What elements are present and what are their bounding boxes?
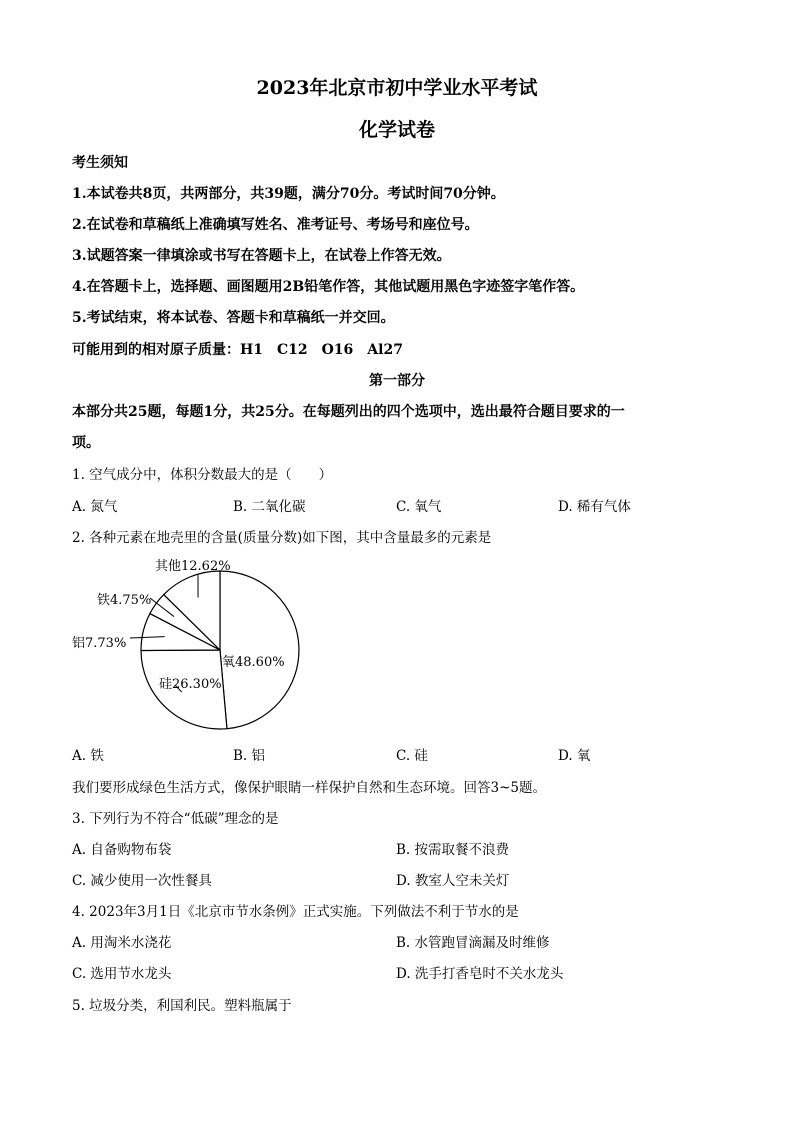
question-4-option-a[interactable]: A. 用淘米水浇花 xyxy=(72,935,172,951)
pie-label-other: 其他12.62% xyxy=(155,559,231,574)
question-3-option-d[interactable]: D. 教室人空未关灯 xyxy=(396,873,510,889)
pie-label-iron: 铁4.75% xyxy=(97,593,152,608)
question-4-option-b[interactable]: B. 水管跑冒滴漏及时维修 xyxy=(396,935,550,951)
notice-heading: 考生须知 xyxy=(72,155,128,171)
pie-label-oxygen: 氧48.60% xyxy=(222,655,285,670)
notice-item-1: 1.本试卷共8页，共两部分，共39题，满分70分。考试时间70分钟。 xyxy=(72,186,505,202)
notice-item-2: 2.在试卷和草稿纸上准确填写姓名、准考证号、考场号和座位号。 xyxy=(72,217,479,233)
pie-slices xyxy=(141,571,299,729)
question-3-option-c[interactable]: C. 减少使用一次性餐具 xyxy=(72,873,212,889)
question-2-option-a[interactable]: A. 铁 xyxy=(72,748,104,764)
part1-heading: 第一部分 xyxy=(369,373,425,389)
question-2-option-b[interactable]: B. 铝 xyxy=(233,748,266,764)
question-1-option-c[interactable]: C. 氧气 xyxy=(396,499,442,515)
part1-instruction: 本部分共25题，每题1分，共25分。在每题列出的四个选项中，选出最符合题目要求的一 xyxy=(72,404,625,420)
question-4-option-d[interactable]: D. 洗手打香皂时不关水龙头 xyxy=(396,966,564,982)
question-3-stem: 3. 下列行为不符合“低碳”理念的是 xyxy=(72,811,279,827)
notice-item-5: 5.考试结束，将本试卷、答题卡和草稿纸一并交回。 xyxy=(72,310,395,326)
pie-label-aluminum: 铝7.73% xyxy=(72,636,127,651)
question-1-stem: 1. 空气成分中，体积分数最大的是（ ） xyxy=(72,467,333,483)
question-5-stem: 5. 垃圾分类，利国利民。塑料瓶属于 xyxy=(72,998,292,1014)
question-1-option-d[interactable]: D. 稀有气体 xyxy=(558,499,631,515)
question-4-stem: 4. 2023年3月1日《北京市节水条例》正式实施。下列做法不利于节水的是 xyxy=(72,904,519,920)
question-1-option-b[interactable]: B. 二氧化碳 xyxy=(233,499,306,515)
exam-title: 2023年北京市初中学业水平考试 xyxy=(256,77,538,99)
pie-label-silicon: 硅26.30% xyxy=(159,677,222,692)
question-4-option-c[interactable]: C. 选用节水龙头 xyxy=(72,966,172,982)
question-3-option-a[interactable]: A. 自备购物布袋 xyxy=(72,842,172,858)
notice-item-4: 4.在答题卡上，选择题、画图题用2B铅笔作答，其他试题用黑色字迹签字笔作答。 xyxy=(72,279,585,295)
pie-slice-1 xyxy=(220,571,299,729)
part1-instruction-cont: 项。 xyxy=(72,435,100,451)
question-3-option-b[interactable]: B. 按需取餐不浪费 xyxy=(396,842,510,858)
crust-element-pie-chart xyxy=(0,550,794,740)
question-2-option-c[interactable]: C. 硅 xyxy=(396,748,428,764)
notice-item-3: 3.试题答案一律填涂或书写在答题卡上，在试卷上作答无效。 xyxy=(72,248,451,264)
context-questions-3-5: 我们要形成绿色生活方式，像保护眼睛一样保护自然和生态环境。回答3~5题。 xyxy=(72,780,546,796)
question-2-stem: 2. 各种元素在地壳里的含量(质量分数)如下图，其中含量最多的元素是 xyxy=(72,530,492,546)
exam-subtitle: 化学试卷 xyxy=(358,119,435,141)
atomic-mass-line: 可能用到的相对原子质量：H1 C12 O16 Al27 xyxy=(72,342,403,358)
question-1-option-a[interactable]: A. 氮气 xyxy=(72,499,118,515)
question-2-option-d[interactable]: D. 氧 xyxy=(558,748,591,764)
